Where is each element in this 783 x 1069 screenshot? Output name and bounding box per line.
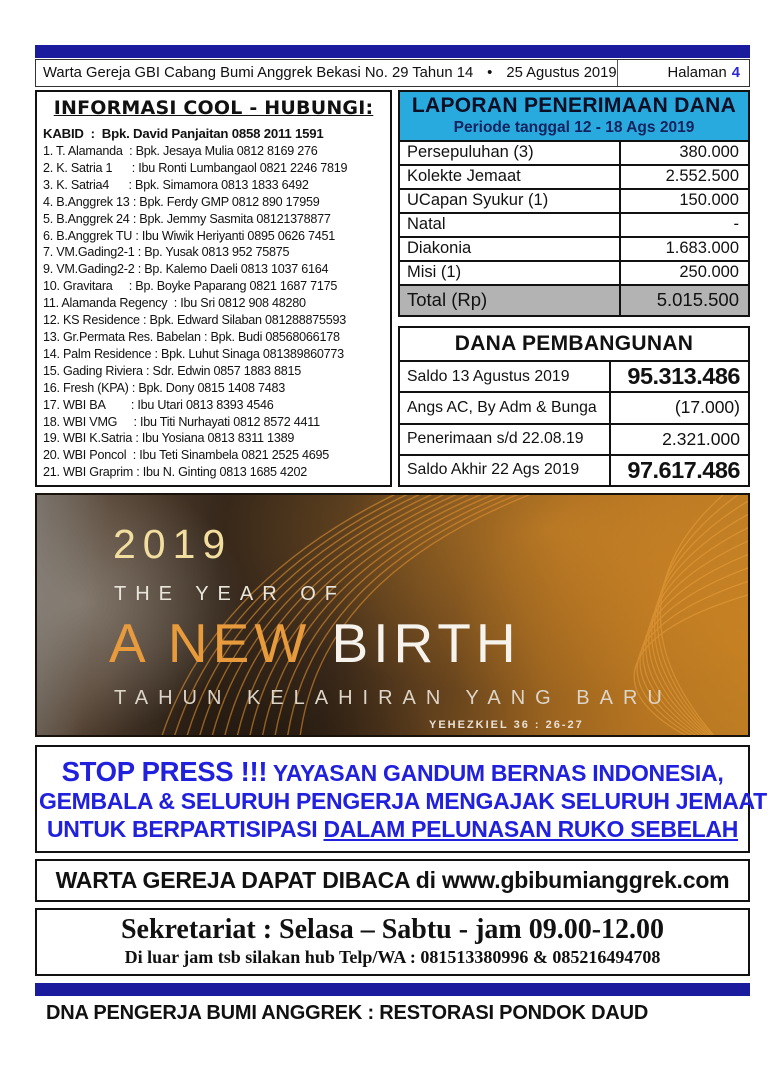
row-label: Misi (1) bbox=[407, 263, 462, 281]
row-label: Diakonia bbox=[407, 239, 472, 257]
page-number-cell bbox=[617, 60, 749, 86]
row-label: Saldo 13 Agustus 2019 bbox=[407, 367, 570, 385]
bulletin-date: 25 Agustus 2019 bbox=[506, 65, 617, 81]
bulletin-title: Warta Gereja GBI Cabang Bumi Anggrek Bekasi No. 29 Tahun 14 bbox=[43, 65, 474, 81]
row-label: UCapan Syukur (1) bbox=[407, 191, 549, 209]
laporan-header bbox=[400, 92, 748, 140]
top-divider-bar bbox=[35, 45, 750, 58]
dana-pembangunan-table bbox=[398, 326, 750, 487]
contact-line: 21. WBI Graprim : Ibu N. Ginting 0813 1685 4202 bbox=[43, 465, 308, 480]
contact-line: 9. VM.Gading2-2 : Bp. Kalemo Daeli 0813 1037 6164 bbox=[43, 262, 329, 277]
stop-press-line3-plain: UNTUK BERPARTISIPASI bbox=[46, 815, 324, 842]
contact-line: 13. Gr.Permata Res. Babelan : Bpk. Budi 08568066178 bbox=[43, 329, 340, 344]
row-label: Persepuluhan (3) bbox=[407, 143, 534, 161]
footer-dna-line: DNA PENGERJA BUMI ANGGREK : RESTORASI PONDOK DAUD bbox=[46, 1001, 649, 1024]
contact-line: 16. Fresh (KPA) : Bpk. Dony 0815 1408 7483 bbox=[43, 380, 285, 395]
row-label: Natal bbox=[407, 215, 446, 233]
contact-line: 5. B.Anggrek 24 : Bpk. Jemmy Sasmita 08121378877 bbox=[43, 211, 331, 226]
contact-line: 3. K. Satria4 : Bpk. Simamora 0813 1833 6492 bbox=[43, 177, 309, 192]
contact-line: 11. Alamanda Regency : Ibu Sri 0812 908 48280 bbox=[43, 296, 306, 311]
banner-subtitle: TAHUN KELAHIRAN YANG BARU bbox=[114, 687, 672, 709]
contact-line: 1. T. Alamanda : Bpk. Jesaya Mulia 0812 8169 276 bbox=[43, 144, 318, 158]
row-label: Kolekte Jemaat bbox=[407, 167, 521, 185]
contact-line: 10. Gravitara : Bp. Boyke Paparang 0821 1687 7175 bbox=[43, 279, 338, 294]
right-column bbox=[398, 90, 750, 487]
row-value: 2.321.000 bbox=[609, 425, 748, 454]
two-column-area bbox=[35, 90, 750, 487]
sekretariat-hours: Sekretariat : Selasa – Sabtu - jam 09.00-12.00 bbox=[120, 913, 665, 945]
masthead-text bbox=[36, 65, 617, 81]
row-value: 250.000 bbox=[619, 262, 748, 284]
row-value: 95.313.486 bbox=[609, 362, 748, 391]
stop-press-line1 bbox=[39, 756, 746, 788]
stop-press-line3 bbox=[39, 816, 746, 843]
table-row bbox=[400, 423, 748, 454]
banner-title-rest: BIRTH bbox=[331, 612, 521, 674]
stop-press-line1-rest: YAYASAN GANDUM BERNAS INDONESIA, bbox=[267, 760, 724, 786]
stop-press-lead: STOP PRESS !!! bbox=[61, 756, 268, 787]
contact-line: 19. WBI K.Satria : Ibu Yosiana 0813 8311 1389 bbox=[43, 431, 295, 446]
banner-verse: YEHEZKIEL 36 : 26-27 bbox=[429, 719, 584, 731]
row-value: (17.000) bbox=[609, 393, 748, 422]
row-label: Penerimaan s/d 22.08.19 bbox=[407, 430, 584, 448]
table-row bbox=[400, 212, 748, 236]
row-value: 2.552.500 bbox=[619, 166, 748, 188]
total-value: 5.015.500 bbox=[619, 286, 748, 315]
total-label: Total (Rp) bbox=[407, 289, 488, 310]
page-label: Halaman bbox=[667, 65, 727, 81]
info-cool-title: INFORMASI COOL - HUBUNGI: bbox=[53, 97, 374, 119]
row-value: 97.617.486 bbox=[609, 456, 748, 485]
row-value: - bbox=[619, 214, 748, 236]
stop-press-box bbox=[35, 745, 767, 853]
row-label: Saldo Akhir 22 Ags 2019 bbox=[407, 461, 580, 479]
contact-line: 14. Palm Residence : Bpk. Luhut Sinaga 081389860773 bbox=[43, 346, 344, 361]
banner-year-of: THE YEAR OF bbox=[114, 583, 346, 605]
warta-notice-box: WARTA GEREJA DAPAT DIBACA di www.gbibumianggrek.com bbox=[35, 859, 750, 902]
laporan-penerimaan-table bbox=[398, 90, 750, 317]
sekretariat-contact: Di luar jam tsb silakan hub Telp/WA : 081513380996 & 085216494708 bbox=[124, 946, 661, 967]
stop-press-line2: GEMBALA & SELURUH PENGERJA MENGAJAK SELURUH JEMAAT bbox=[39, 788, 767, 815]
kabid-line: KABID : Bpk. David Panjaitan 0858 2011 1591 bbox=[43, 126, 324, 141]
page-number: 4 bbox=[731, 65, 740, 81]
banner-text-layer bbox=[37, 495, 748, 735]
contact-line: 15. Gading Riviera : Sdr. Edwin 0857 1883 8815 bbox=[43, 363, 302, 378]
laporan-subtitle: Periode tanggal 12 - 18 Ags 2019 bbox=[453, 119, 695, 136]
table-total-row bbox=[400, 284, 748, 315]
bottom-divider-bar bbox=[35, 983, 750, 996]
row-label: Angs AC, By Adm & Bunga bbox=[407, 398, 597, 416]
table-row bbox=[400, 188, 748, 212]
banner-title-accent: A NEW bbox=[109, 612, 332, 674]
dana-title: DANA PEMBANGUNAN bbox=[454, 332, 694, 355]
theme-banner bbox=[35, 493, 750, 737]
table-row bbox=[400, 236, 748, 260]
sekretariat-box bbox=[35, 908, 750, 976]
row-value: 1.683.000 bbox=[619, 238, 748, 260]
contact-line: 4. B.Anggrek 13 : Bpk. Ferdy GMP 0812 890 17959 bbox=[43, 194, 320, 209]
table-row bbox=[400, 391, 748, 422]
page bbox=[35, 45, 767, 1025]
laporan-title: LAPORAN PENERIMAAN DANA bbox=[411, 94, 737, 117]
contact-line: 17. WBI BA : Ibu Utari 0813 8393 4546 bbox=[43, 397, 274, 412]
table-row bbox=[400, 260, 748, 284]
contact-line: 6. B.Anggrek TU : Ibu Wiwik Heriyanti 0895 0626 7451 bbox=[43, 228, 335, 243]
row-value: 380.000 bbox=[619, 142, 748, 164]
table-row bbox=[400, 140, 748, 164]
row-value: 150.000 bbox=[619, 190, 748, 212]
table-row bbox=[400, 164, 748, 188]
contact-line: 12. KS Residence : Bpk. Edward Silaban 081288875593 bbox=[43, 313, 347, 328]
bullet-separator: • bbox=[487, 65, 493, 81]
contact-line: 2. K. Satria 1 : Ibu Ronti Lumbangaol 0821 2246 7819 bbox=[43, 160, 348, 175]
table-row bbox=[400, 454, 748, 485]
contact-line: 18. WBI VMG : Ibu Titi Nurhayati 0812 8572 4411 bbox=[43, 414, 320, 429]
contact-line: 20. WBI Poncol : Ibu Teti Sinambela 0821 2525 4695 bbox=[43, 448, 329, 463]
banner-title bbox=[109, 611, 521, 675]
masthead bbox=[35, 59, 750, 87]
contact-line: 7. VM.Gading2-1 : Bp. Yusak 0813 952 75875 bbox=[43, 245, 290, 260]
stop-press-line3-underlined: DALAM PELUNASAN RUKO SEBELAH bbox=[323, 815, 739, 842]
banner-year: 2019 bbox=[113, 521, 233, 567]
info-cool-box bbox=[35, 90, 392, 487]
table-row bbox=[400, 360, 748, 391]
